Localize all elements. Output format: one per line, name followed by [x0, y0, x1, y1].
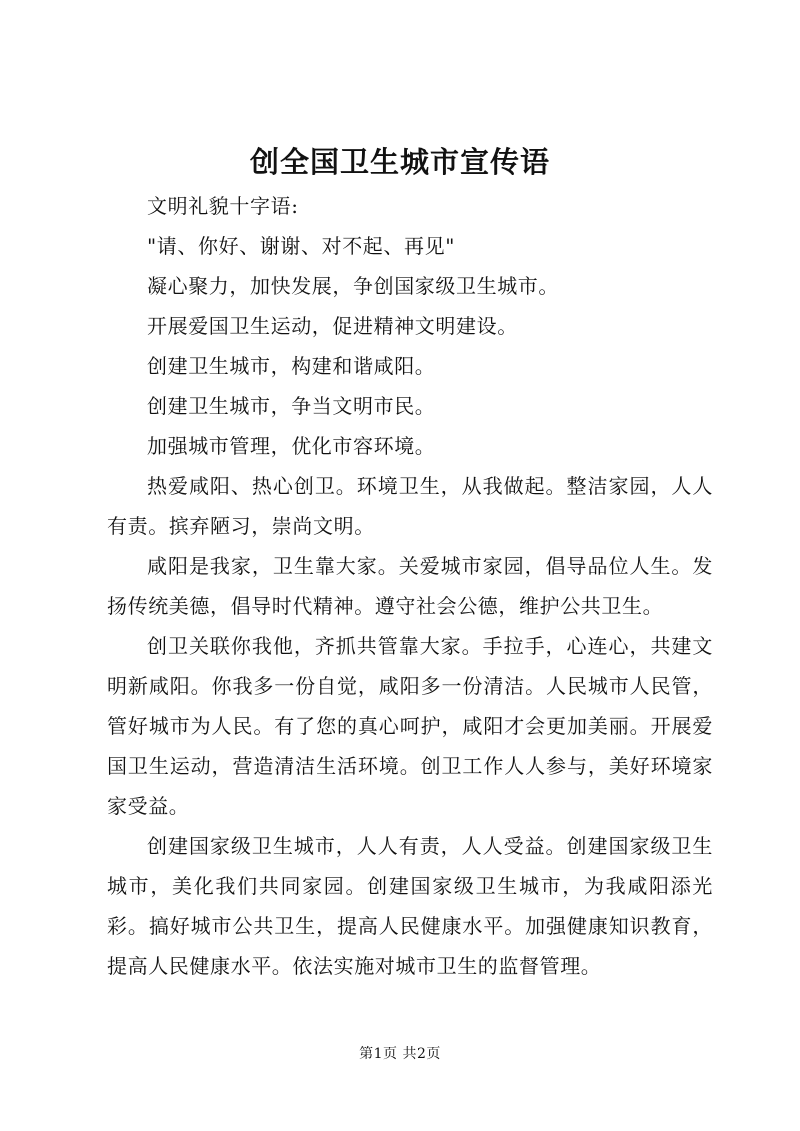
paragraph: 凝心聚力，加快发展，争创国家级卫生城市。: [147, 274, 559, 298]
paragraph: 加强城市管理，优化市容环境。: [147, 434, 436, 458]
paragraph: 咸阳是我家，卫生靠大家。关爱城市家园，倡导品位人生。发扬传统美德，倡导时代精神。遵守社会公德，维护公共卫生。: [107, 554, 713, 618]
paragraph: "请、你好、谢谢、对不起、再见": [147, 234, 455, 258]
paragraph: 开展爱国卫生运动，促进精神文明建设。: [147, 314, 518, 338]
paragraph: 创建卫生城市，构建和谐咸阳。: [147, 354, 436, 378]
document-body: [107, 186, 713, 986]
page-number-footer: 第1页 共2页: [359, 1046, 441, 1062]
paragraph: 创建国家级卫生城市，人人有责，人人受益。创建国家级卫生城市，美化我们共同家园。创建国家级卫生城市，为我咸阳添光彩。搞好城市公共卫生，提高人民健康水平。加强健康知识教育，提高人民健康水平。依法实施对城市卫生的监督管理。: [107, 834, 713, 978]
paragraph: 创卫关联你我他，齐抓共管靠大家。手拉手，心连心，共建文明新咸阳。你我多一份自觉，咸阳多一份清洁。人民城市人民管，管好城市为人民。有了您的真心呵护，咸阳才会更加美丽。开展爱国卫生运动，营造清洁生活环境。创卫工作人人参与，美好环境家家受益。: [107, 634, 713, 818]
page-title: 创全国卫生城市宣传语: [249, 145, 550, 179]
paragraph: 热爱咸阳、热心创卫。环境卫生，从我做起。整洁家园，人人有责。摈弃陋习，崇尚文明。: [107, 474, 713, 538]
paragraph: 文明礼貌十字语:: [147, 194, 299, 218]
paragraph: 创建卫生城市，争当文明市民。: [147, 394, 436, 418]
